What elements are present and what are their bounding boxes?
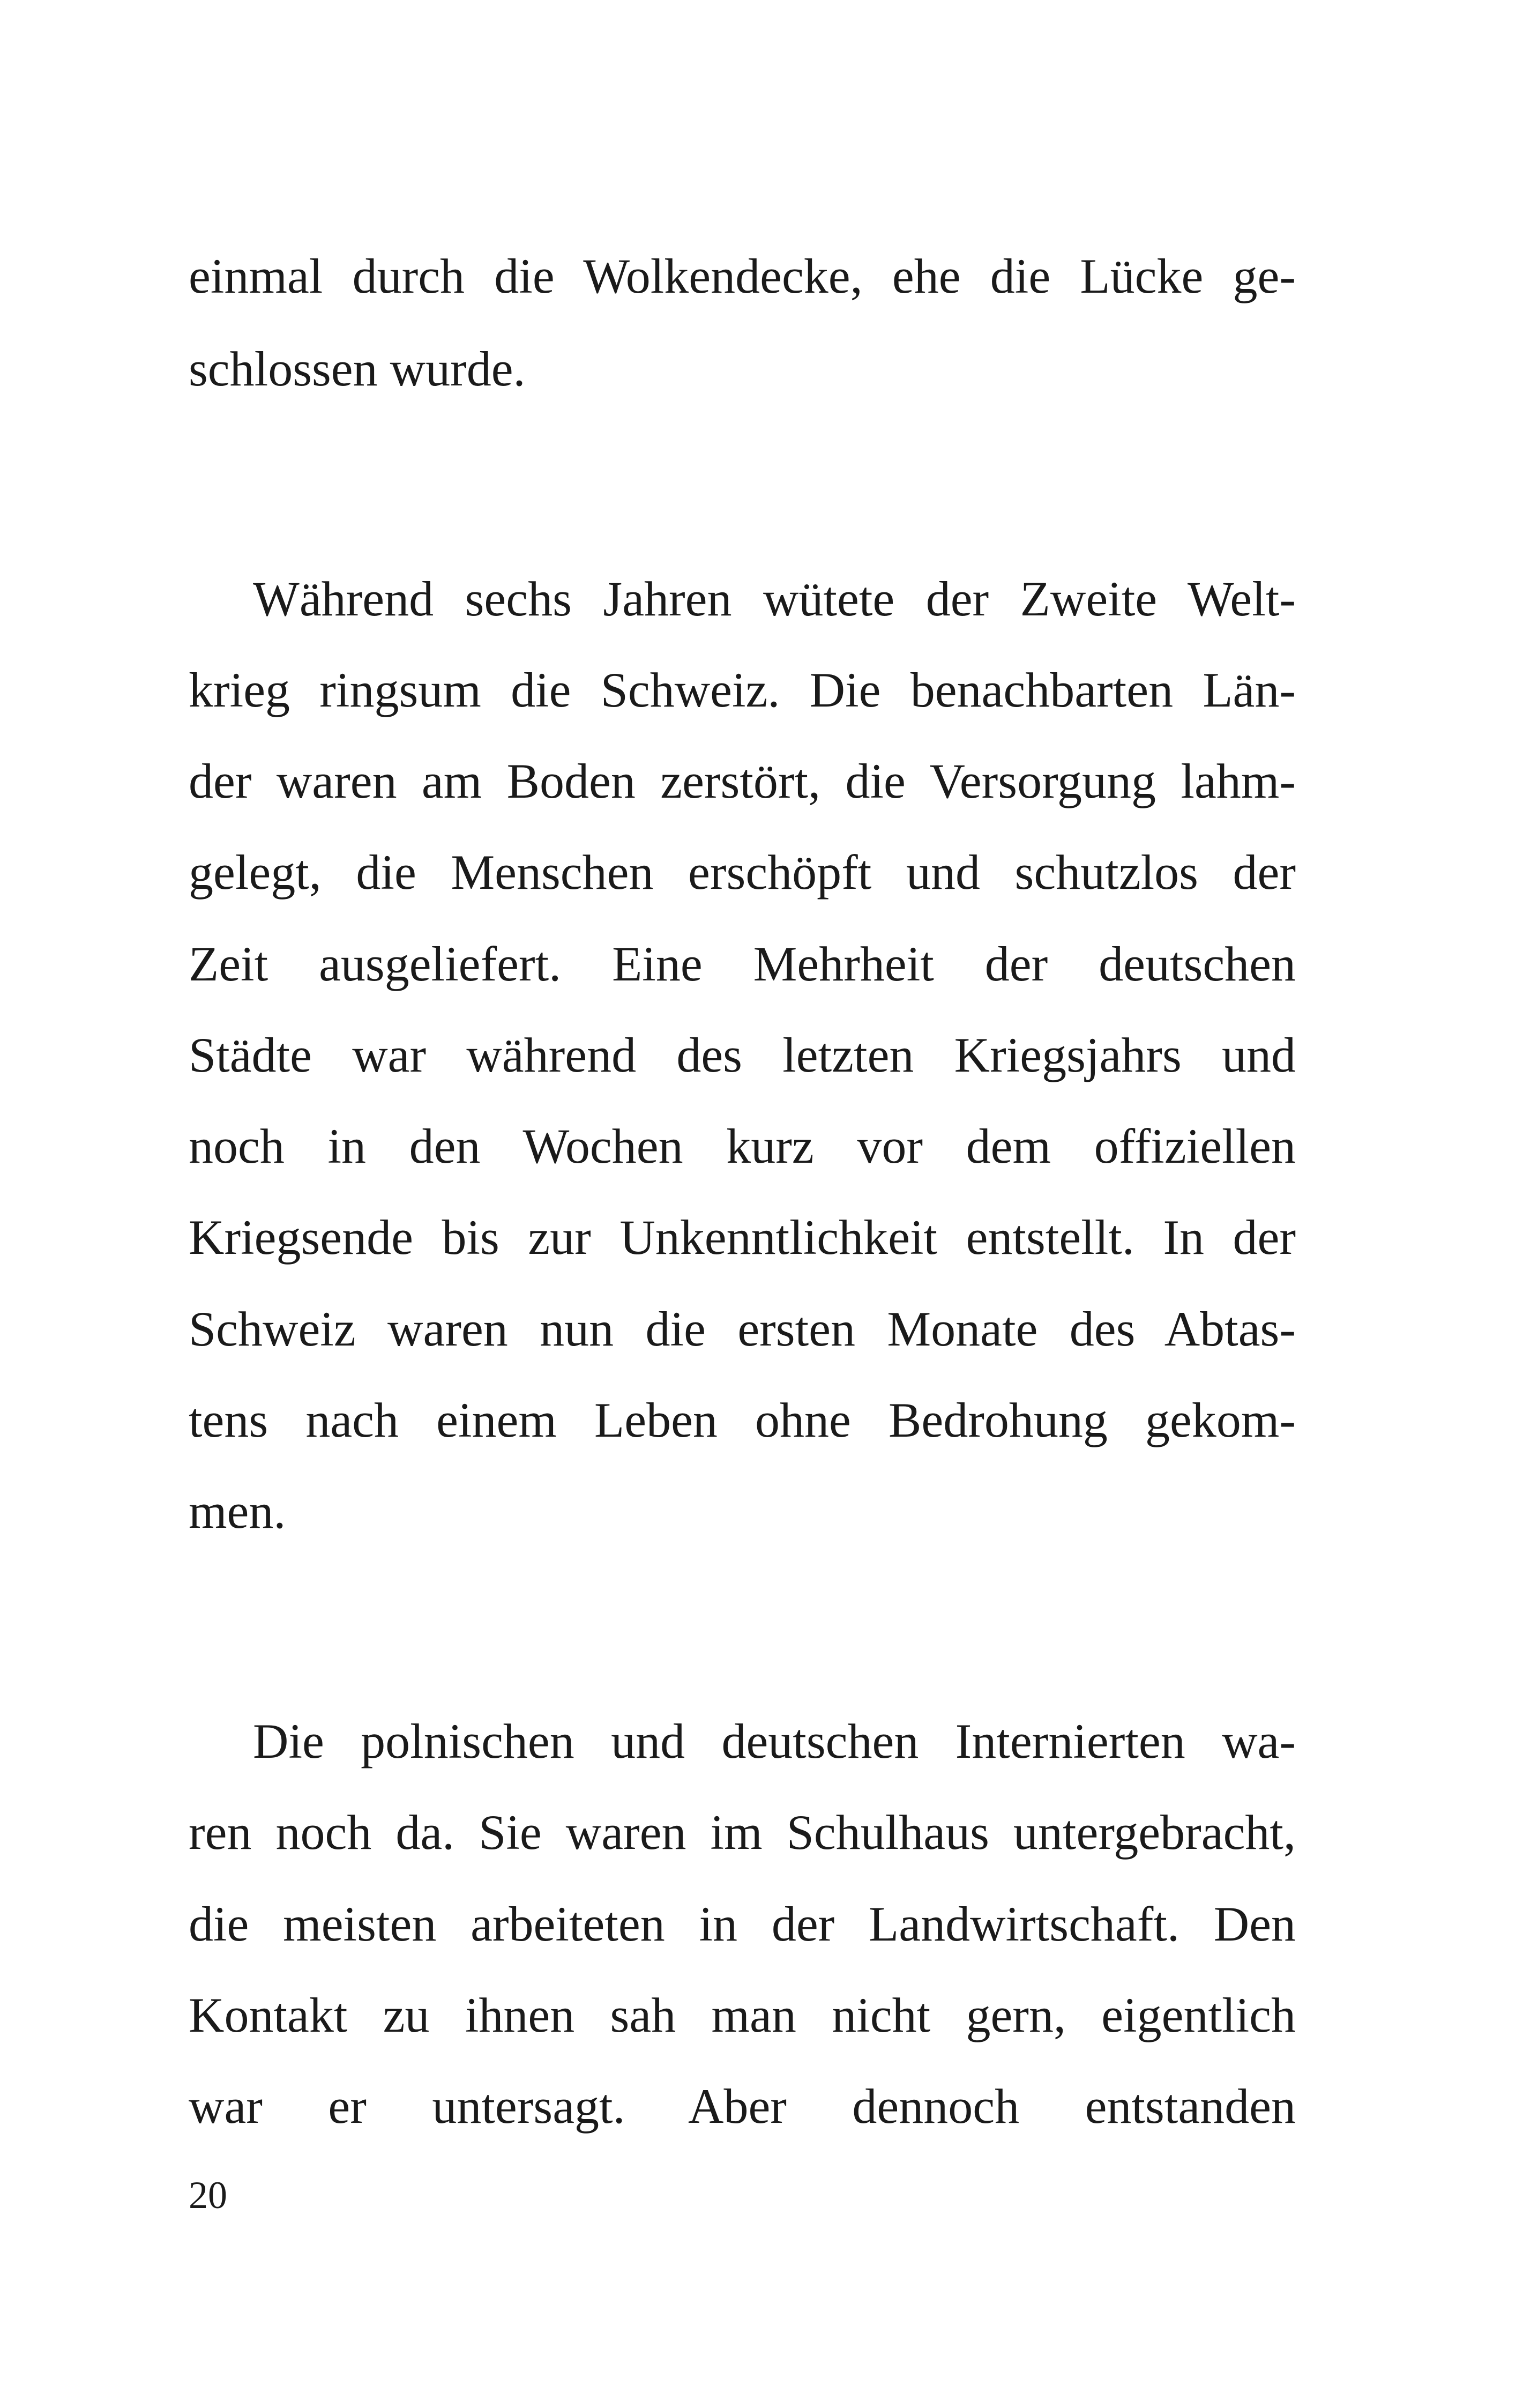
text-line: men. [189, 1484, 286, 1539]
text-line: der waren am Boden zerstört, die Versorgung lahm- [189, 754, 1296, 808]
text-line: tens nach einem Leben ohne Bedrohung gekom- [189, 1393, 1296, 1447]
text-line: krieg ringsum die Schweiz. Die benachbarten Län- [189, 663, 1296, 717]
text-line: Schweiz waren nun die ersten Monate des Abtas- [189, 1302, 1296, 1356]
text-line: war er untersagt. Aber dennoch entstanden [189, 2079, 1296, 2134]
text-line: gelegt, die Menschen erschöpft und schutzlos der [189, 845, 1296, 900]
text-line: Kontakt zu ihnen sah man nicht gern, eigentlich [189, 1988, 1296, 2042]
page-number: 20 [189, 2174, 227, 2217]
text-line: Zeit ausgeliefert. Eine Mehrheit der deutschen [189, 937, 1296, 991]
text-line: Kriegsende bis zur Unkenntlichkeit entstellt. In der [189, 1210, 1296, 1265]
text-line: die meisten arbeiteten in der Landwirtschaft. Den [189, 1897, 1296, 1951]
text-line: schlossen wurde. [189, 341, 526, 396]
text-line: Die polnischen und deutschen Internierten wa- [253, 1714, 1296, 1768]
text-line: noch in den Wochen kurz vor dem offiziellen [189, 1119, 1296, 1173]
text-line: einmal durch die Wolkendecke, ehe die Lücke ge- [189, 249, 1296, 303]
text-line: ren noch da. Sie waren im Schulhaus untergebracht, [189, 1805, 1296, 1860]
text-line: Während sechs Jahren wütete der Zweite Welt- [253, 571, 1296, 626]
text-line: Städte war während des letzten Kriegsjahrs und [189, 1028, 1296, 1082]
